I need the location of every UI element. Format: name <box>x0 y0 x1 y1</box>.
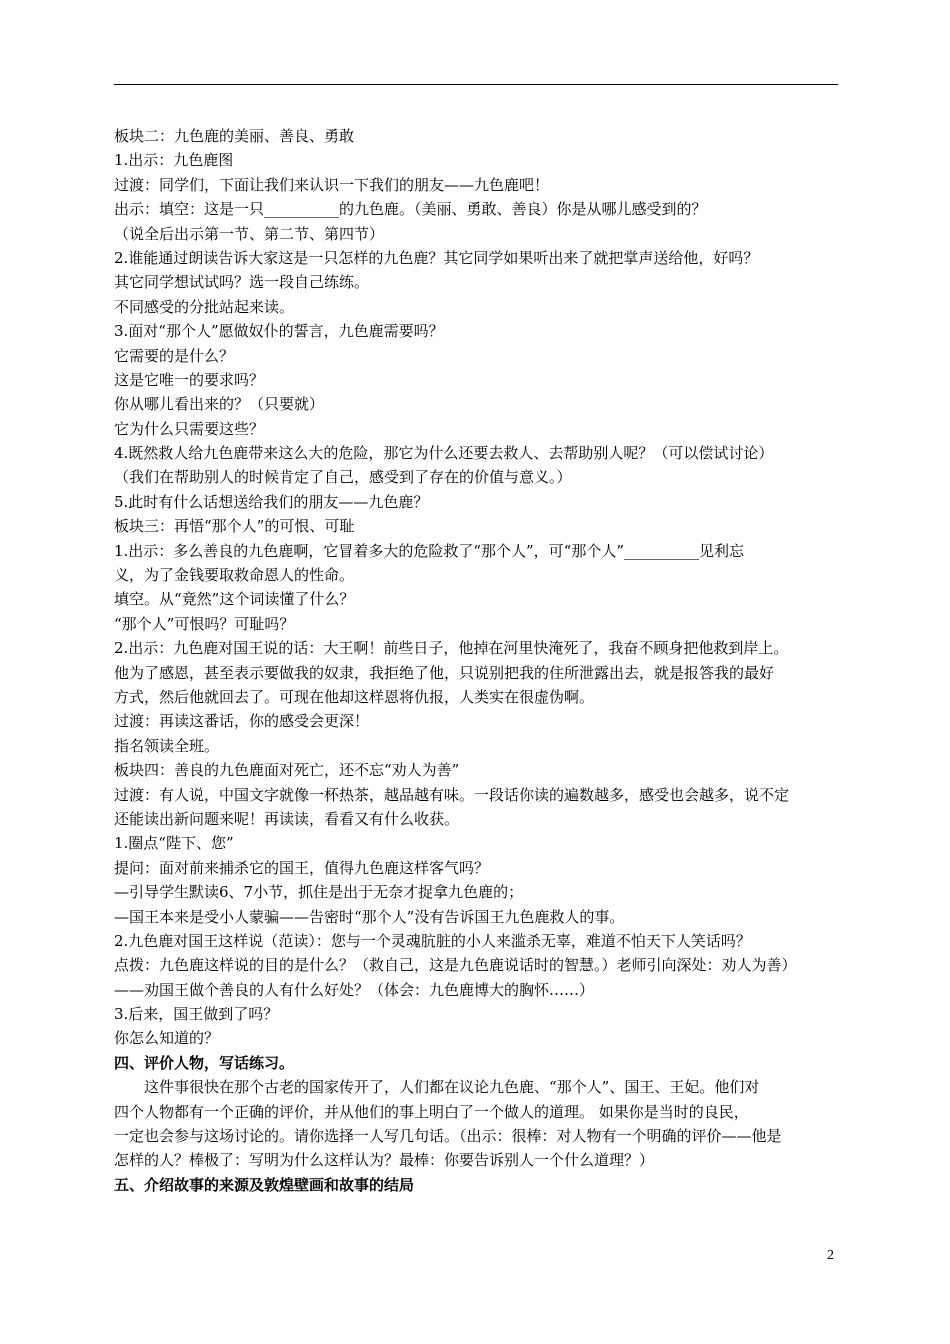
text-line: 过渡：再读这番话，你的感受会更深！ <box>114 712 370 731</box>
text-line: 这是它唯一的要求吗？ <box>114 370 265 389</box>
text-line: 4.既然救人给九色鹿带来这么大的危险，那它为什么还要去救人、去帮助别人呢？（可以偿试讨论） <box>114 444 774 463</box>
section-heading: 板块二：九色鹿的美丽、善良、勇敢 <box>114 127 355 145</box>
page-number: 2 <box>827 1248 834 1263</box>
text-line: 义，为了金钱要取救命恩人的性命。 <box>114 566 355 585</box>
text-line: 2.九色鹿对国王这样说（范读）：您与一个灵魂肮脏的小人来滥杀无辜，难道不怕天下人笑话吗？ <box>114 931 751 950</box>
text-line: 提问：面对前来捕杀它的国王，值得九色鹿这样客气吗？ <box>114 858 490 877</box>
text-line: 3.面对“那个人”愿做奴仆的誓言，九色鹿需要吗？ <box>114 322 444 341</box>
paragraph-line: 四个人物都有一个正确的评价，并从他们的事上明白了一个做人的道理。 如果你是当时的良民， <box>114 1102 749 1121</box>
text-line: 点拨：九色鹿这样说的目的是什么？（救自己，这是九色鹿说话时的智慧。）老师引向深处：劝人为善） <box>114 956 797 975</box>
text-line: 过渡：有人说，中国文字就像一杯热茶，越品越有味。一段话你读的遍数越多，感受也会越多，说不定 <box>114 785 790 804</box>
text-line: 指名领读全班。 <box>114 736 220 755</box>
text-line: 3.后来，国王做到了吗？ <box>114 1005 279 1024</box>
text-line: 你从哪儿看出来的？（只要就） <box>114 395 325 414</box>
text-line: 其它同学想试试吗？选一段自己练练。 <box>114 273 370 292</box>
text-line: 它为什么只需要这些？ <box>114 419 265 438</box>
text-line: 不同感受的分批站起来读。 <box>114 297 295 316</box>
text-line: （我们在帮助别人的时候肯定了自己，感受到了存在的价值与意义。） <box>114 468 572 487</box>
text-line: （说全后出示第一节、第二节、第四节） <box>114 224 385 243</box>
text-line: 方式，然后他就回去了。可现在他却这样恩将仇报，人类实在很虚伪啊。 <box>114 687 595 706</box>
text-line: —国王本来是受小人蒙骗——告密时“那个人”没有告诉国王九色鹿救人的事。 <box>114 907 625 926</box>
section-heading: 板块三：再悟“那个人”的可恨、可耻 <box>114 517 355 536</box>
paragraph-line: 怎样的人？棒极了：写明为什么这样认为？最棒：你要告诉别人一个什么道理？） <box>114 1151 655 1170</box>
document-body <box>114 124 844 1197</box>
paragraph-line: 一定也会参与这场讨论的。请你选择一人写几句话。（出示：很棒：对人物有一个明确的评价——他是 <box>114 1127 782 1146</box>
text-line: 还能读出新问题来呢！再读读，看看又有什么收获。 <box>114 809 460 828</box>
text-line: 1.出示：多么善良的九色鹿啊，它冒着多大的危险救了“那个人”，可“那个人”__________见利忘 <box>114 541 744 560</box>
text-line: 它需要的是什么？ <box>114 346 235 365</box>
text-line: 1.圈点“陛下、您” <box>114 834 234 853</box>
text-line: 出示：填空：这是一只__________的九色鹿。（美丽、勇敢、善良）你是从哪儿感受到的？ <box>114 200 707 219</box>
text-line: 2.谁能通过朗读告诉大家这是一只怎样的九色鹿？其它同学如果听出来了就把掌声送给他，好吗？ <box>114 248 759 267</box>
text-line: ——劝国王做个善良的人有什么好处？（体会：九色鹿博大的胸怀……） <box>114 980 595 999</box>
text-line: —引导学生默读6、7小节，抓住是出于无奈才捉拿九色鹿的； <box>114 883 524 902</box>
section-heading-bold: 四、评价人物，写话练习。 <box>114 1053 295 1072</box>
text-line: 2.出示：九色鹿对国王说的话：大王啊！前些日子，他掉在河里快淹死了，我奋不顾身把他救到岸上。 <box>114 639 789 658</box>
text-line: 他为了感恩，甚至表示要做我的奴隶，我拒绝了他，只说别把我的住所泄露出去，就是报答我的最好 <box>114 663 775 682</box>
text-line: “那个人”可恨吗？可耻吗？ <box>114 614 295 633</box>
text-line: 过渡：同学们，下面让我们来认识一下我们的朋友——九色鹿吧！ <box>114 175 550 194</box>
header-rule <box>114 84 838 85</box>
text-line: 5.此时有什么话想送给我们的朋友——九色鹿？ <box>114 492 429 511</box>
section-heading: 板块四：善良的九色鹿面对死亡，还不忘“劝人为善” <box>114 761 460 780</box>
section-heading-bold: 五、介绍故事的来源及敦煌壁画和故事的结局 <box>114 1175 415 1194</box>
text-line: 填空。从“竟然”这个词读懂了什么？ <box>114 590 355 609</box>
text-line: 你怎么知道的？ <box>114 1029 220 1048</box>
paragraph-line: 这件事很快在那个古老的国家传开了，人们都在议论九色鹿、“那个人”、国王、王妃。他们对 <box>144 1078 760 1097</box>
text-line: 1.出示：九色鹿图 <box>114 151 234 170</box>
